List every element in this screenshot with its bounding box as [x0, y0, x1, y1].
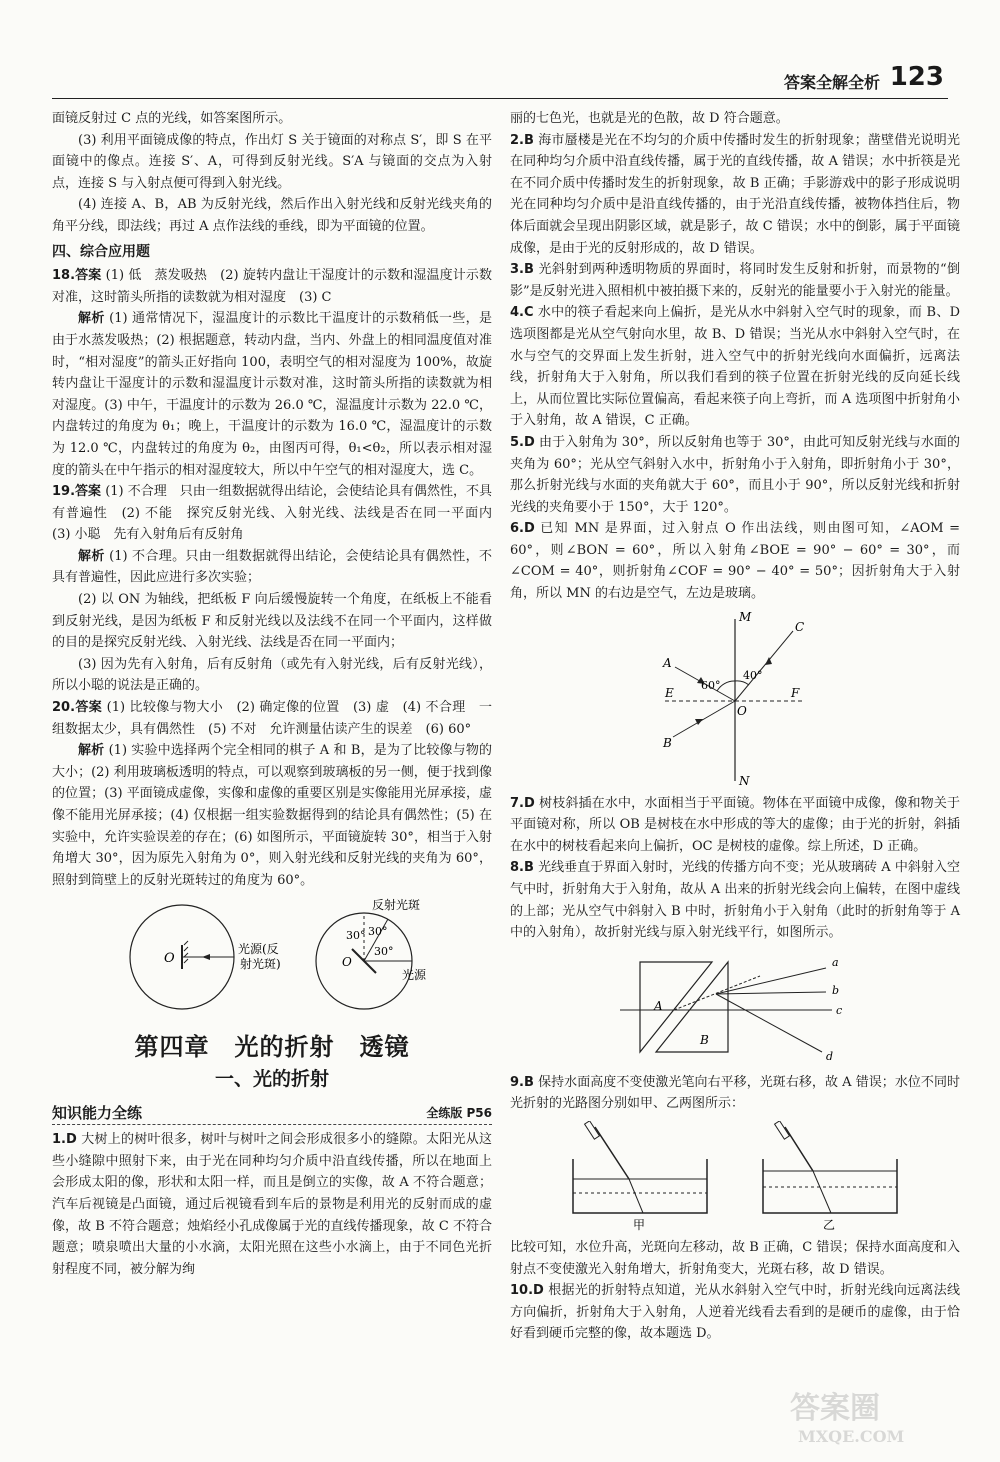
label-yi: 乙 — [823, 1218, 836, 1231]
label-o: O — [737, 703, 747, 718]
label-m: M — [739, 609, 752, 624]
explanation-label: 解析 — [78, 311, 105, 327]
item-number: 8.B — [510, 860, 534, 876]
angle-label: 30° — [374, 945, 394, 959]
answer-text: 已知 MN 是界面，过入射点 O 作出法线，则由图可知，∠AOM = 60°，则∠BON = 60°，所以入射角∠BOE = 90° − 60° = 30°，而∠COM = 40°，则折射角∠COF = 90° − 40° = 50°；因折射角大于入射角，所以 MN 的右边是空气，左边是玻璃。 — [510, 521, 960, 602]
answer-text: 比较可知，水位升高，光斑向左移动，故 B 正确，C 错误；保持水面高度和入射点不变使激光入射角增大，折射角变大，光斑右移，故 D 错误。 — [510, 1240, 960, 1277]
label-c: C — [795, 619, 805, 634]
answer-text: 根据光的折射特点知道，光从水斜射入空气中时，折射光线向远离法线方向偏折，折射角大于入射角，人逆着光线看去看到的是硬币的虚像，由于恰好看到硬币完整的像，故本题选 D。 — [510, 1283, 960, 1342]
item-number: 4.C — [510, 305, 534, 321]
label-reflect-spot: 反射光斑 — [372, 898, 421, 913]
figure-glass-blocks — [620, 948, 850, 1068]
explanation-text: (1) 不合理。只由一组数据就得出结论，会使结论具有偶然性，不具有普遍性，因此应进行多次实验； — [52, 548, 492, 586]
ray-b — [673, 701, 735, 737]
answer-text: (1) 低 蒸发吸热 (2) 旋转内盘让干湿度计的示数和湿温度计示数对准，这时箭头所指的读数就为相对湿度 (3) C — [52, 268, 492, 305]
item-number: 5.D — [510, 434, 535, 450]
label-jia: 甲 — [633, 1218, 646, 1231]
label-a: A — [663, 655, 672, 670]
item-number: 20. — [52, 700, 76, 716]
figure-mirror-rotation — [102, 895, 442, 1015]
label-o: O — [164, 951, 175, 967]
tank — [763, 1159, 897, 1213]
label-n: N — [739, 773, 750, 788]
item-number: 7.D — [510, 795, 535, 811]
angle-label: 40° — [743, 668, 763, 682]
item-number: 9.B — [510, 1074, 534, 1090]
explanation — [52, 546, 492, 589]
lesson-title: 一、光的折射 — [214, 1067, 329, 1090]
answer-item-3 — [510, 259, 960, 302]
paragraph: 面镜反射过 C 点的光线，如答案图所示。 — [52, 111, 292, 126]
answer-item-2 — [510, 130, 960, 260]
label-ray-a: a — [832, 955, 839, 969]
answer-item-18 — [52, 265, 492, 308]
answer-text: 保持水面高度不变使激光笔向右平移，光斑右移，故 A 错误；水位不同时光折射的光路图分别如甲、乙两图所示： — [510, 1074, 960, 1112]
practice-bar — [52, 1103, 492, 1126]
label-b: B — [663, 735, 672, 750]
label-source: 光源 — [402, 968, 427, 983]
answer-text: 大树上的树叶很多，树叶与树叶之间会形成很多小的缝隙。太阳光从这些小缝隙中照射下来，由于光在同种均匀介质中沿直线传播，所以在地面上会形成太阳的像，形状和太阳一样，而且是倒立的实像，故 A 不符合题意；汽车后视镜是凸面镜，通过后视镜看到车后的景物是利用光的反射而成的虚像，故 B 不符合题意；烛焰经小孔成像属于光的直线传播现象，故 C 不符合题意；喷泉喷出大量的小水滴，太阳光照在这些小水滴上，由于不同色光折射程度不同，被分解为绚 — [52, 1132, 492, 1277]
ray-d — [716, 994, 822, 1052]
label-ray-c: c — [836, 1003, 843, 1017]
label-o: O — [342, 955, 352, 970]
laser-ray — [785, 1127, 813, 1171]
answer-item-20 — [52, 697, 492, 740]
label-b: B — [700, 1032, 709, 1047]
explanation-text: (2) 以 ON 为轴线，把纸板 F 向后缓慢旋转一个角度，在纸板上不能看到反射光线，是因为纸板 F 和反射光线以及法线不在同一个平面内，这样做的目的是探究反射光线、入射光线、法线是否在同一平面内； — [52, 592, 492, 651]
figure-yi — [755, 1121, 905, 1231]
paragraph: 丽的七色光，也就是光的色散，故 D 符合题意。 — [510, 111, 789, 126]
item-number: 19. — [52, 484, 76, 500]
figure-water-level — [510, 1121, 960, 1231]
answer-item-1 — [52, 1129, 492, 1280]
section-heading: 四、综合应用题 — [52, 243, 150, 260]
explanation-text: (1) 实验中选择两个完全相同的棋子 A 和 B，是为了比较像与物的大小；(2) 利用玻璃板透明的特点，可以观察到玻璃板的另一侧，便于找到像的位置；(3) 平面镜成虚像，实像和虚像的重要区别是实像能用光屏承接，虚像不能用光屏承接；(4) 仅根据一组实验数据得到的结论具有偶然性；(5) 在实验中，允许实验误差的存在；(6) 如图所示，平面镜旋转 30°，相当于入射角增大 30°，因为原先入射角为 0°，则入射光线和反射光线的夹角为 60°，照射到筒壁上的反射光斑转过的角度为 60°。 — [52, 743, 492, 888]
explanation-text: (3) 因为先有入射角，后有反射角（或先有入射光线，后有反射光线），所以小聪的说法是正确的。 — [52, 656, 492, 694]
arrow-head — [202, 954, 210, 960]
item-number: 10.D — [510, 1283, 544, 1299]
label-a: A — [654, 998, 663, 1013]
answer-text: 由于入射角为 30°，所以反射角也等于 30°，由此可知反射光线与水面的夹角为 60°；光从空气斜射入水中，折射角小于入射角，即折射角小于 30°，那么折射光线与水面的夹角就大于 60°，而且小于 90°，所以反射光线和折射光线的夹角要小于 150°，大于 120°。 — [510, 434, 960, 515]
answer-text: 水中的筷子看起来向上偏折，是光从水中斜射入空气时的现象，而 B、D 选项图都是光从空气射向水里，故 B、D 错误；当光从水中斜射入空气时，在水与空气的交界面上发生折射，进入空气中的折射光线向水面偏折，远离法线，折射角大于入射角，所以我们看到的筷子位置在折射光线的反向延长线上，从而位置比实际位置偏高，看起来筷子向上弯折，而 A 选项图中折射角小于入射角，故 A 错误，C 正确。 — [510, 305, 961, 429]
figure-refraction-mn — [645, 609, 825, 789]
mirror-hatch — [184, 959, 188, 963]
label-ray-b: b — [832, 983, 840, 997]
explanation-text: (1) 通常情况下，湿温度计的示数比干温度计的示数稍低一些，是由于水蒸发吸热；(2) 根据题意，转动内盘，当内、外盘上的相同温度值对准时，“相对湿度”的箭头正好指向 100，表明空气的相对湿度为 100%，故旋转内盘让干湿度计的示数和湿温度计示数对准，这时箭头所指的读数就为相对湿度。(3) 中午，干温度计的示数为 26.0 ℃，湿温度计示数为 22.0 ℃，内盘转过的角度为 θ₁；晚上，干温度计的示数为 16.0 ℃，湿温度计的示数为 12.0 ℃，内盘转过的角度为 θ₂，由图丙可得，θ₁<θ₂，所以表示相对湿度的箭头在中午指示的相对湿度较大，所以中午空气的相对湿度大，选 C。 — [52, 311, 492, 478]
laser-ray — [595, 1127, 629, 1179]
explanation-label: 解析 — [78, 548, 105, 564]
label-source: 光源(反 — [238, 942, 279, 957]
ray-c — [735, 631, 793, 701]
label-e: E — [665, 685, 674, 700]
answer-item-7 — [510, 793, 960, 858]
answer-text: (1) 不合理 只由一组数据就得出结论，会使结论具有偶然性，不具有普遍性 (2) 不能 探究反射光线、入射光线、法线是否在同一平面内 (3) 小聪 先有入射角后有反射角 — [52, 484, 506, 543]
answer-item-8 — [510, 857, 960, 943]
header-rule — [52, 98, 948, 99]
item-number: 1.D — [52, 1132, 77, 1148]
answer-item-9 — [510, 1072, 960, 1115]
label-f: F — [791, 685, 800, 700]
answer-label: 答案 — [75, 484, 102, 500]
mirror-hatch — [184, 941, 188, 945]
answer-label: 答案 — [75, 268, 102, 284]
ray-a — [716, 968, 826, 994]
label-ray-d: d — [826, 1049, 834, 1063]
answer-text: 树枝斜插在水中，水面相当于平面镜。物体在平面镜中成像，像和物关于平面镜对称，所以 OB 是树枝在水中形成的等大的虚像；由于光的折射，斜插在水中的树枝看起来向上偏折，OC 是树枝的虚像。综上所述，D 正确。 — [510, 795, 960, 854]
paragraph: (3) 利用平面镜成像的特点，作出灯 S 关于镜面的对称点 S′，即 S 在平面镜中的像点。连接 S′、A，可得到反射光线。S′A 与镜面的交点为入射点，连接 S 与入射点便可得到入射光线。 — [52, 132, 492, 191]
svg-text:MXQE.COM: MXQE.COM — [798, 1427, 905, 1446]
answer-item-4 — [510, 302, 960, 432]
svg-text:答案圈: 答案圈 — [790, 1391, 880, 1426]
right-column — [510, 108, 960, 1345]
header-title: 答案全解全析 — [783, 73, 880, 92]
answer-item-19 — [52, 481, 506, 546]
left-column — [52, 108, 506, 1280]
watermark-logo — [780, 1384, 960, 1448]
angle-label: 30° — [346, 929, 366, 943]
mirror-hatch — [184, 947, 188, 951]
explanation — [52, 308, 492, 481]
chapter-title: 第四章 光的折射 透镜 — [134, 1033, 410, 1062]
answer-text: (1) 比较像与物大小 (2) 确定像的位置 (3) 虚 (4) 不合理 一组数据太少，具有偶然性 (5) 不对 允许测量估读产生的误差 (6) 60° — [52, 700, 492, 737]
answer-text: 海市蜃楼是光在不均匀的介质中传播时发生的折射现象；凿壁借光说明光在同种均匀介质中沿直线传播，属于光的直线传播，故 A 错误；水中折筷是光在不同介质中传播时发生的折射现象，故 B 正确；手影游戏中的影子形成说明光在同种均匀介质中是沿直线传播的，由于光沿直线传播，被物体挡住后，物体后面就会呈现出阴影区域，就是影子，故 C 错误；水中的倒影，属于平面镜成像，是由于光的反射形成的，故 D 错误。 — [510, 132, 960, 256]
page-number: 123 — [889, 62, 944, 92]
answer-item-10 — [510, 1280, 960, 1345]
refracted-ray — [629, 1179, 643, 1213]
ray-b — [716, 992, 826, 994]
angle-label: 60° — [701, 678, 721, 692]
angle-label: 30° — [368, 925, 388, 939]
answer-item-5 — [510, 432, 960, 518]
item-number: 2.B — [510, 132, 534, 148]
explanation-label: 解析 — [78, 743, 105, 759]
item-number: 6.D — [510, 521, 535, 537]
glass-block-b — [656, 962, 728, 1052]
item-number: 3.B — [510, 262, 534, 278]
explanation — [52, 740, 492, 891]
refracted-ray — [813, 1171, 831, 1213]
mirror-hatch — [184, 953, 188, 957]
paragraph: (4) 连接 A、B，AB 为反射光线，然后作出入射光线和反射光线夹角的角平分线，即法线；再过 A 点作法线的垂线，即为平面镜的位置。 — [52, 197, 492, 234]
item-number: 18. — [52, 268, 76, 284]
answer-text: 光线垂直于界面入射时，光线的传播方向不变；光从玻璃砖 A 中斜射入空气中时，折射角大于入射角，故从 A 出来的折射光线会向上偏转，在图中虚线的上部；光从空气中斜射入 B 中时，折射角小于入射角（此时的折射角等于 A 中的入射角），故折射光线与原入射光线平行，如图所示。 — [510, 860, 960, 941]
answer-label: 答案 — [75, 700, 103, 716]
answer-item-6 — [510, 518, 960, 604]
practice-ref: 全练版 P56 — [426, 1105, 492, 1120]
figure-jia — [565, 1121, 715, 1231]
practice-label: 知识能力全练 — [52, 1103, 143, 1122]
label-source: 射光斑) — [240, 957, 281, 972]
answer-text: 光斜射到两种透明物质的界面时，将同时发生反射和折射，而景物的“倒影”是反射光进入照相机中被拍摄下来的，反射光的能量要小于入射光的能量。 — [510, 262, 960, 299]
